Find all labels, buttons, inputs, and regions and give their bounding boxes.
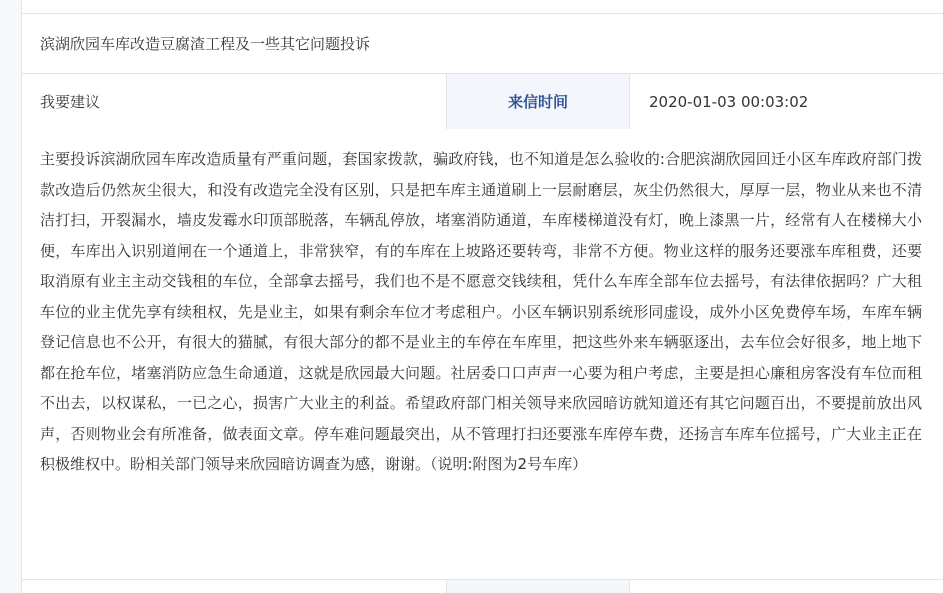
content-row [22, 129, 943, 580]
time-label: 来信时间 [446, 74, 630, 130]
title-row [22, 13, 943, 74]
letter-type: 我要建议 [40, 93, 101, 111]
letter-body: 主要投诉滨湖欣园车库改造质量有严重问题，套国家拨款，骗政府钱，也不知道是怎么验收的:合肥滨湖欣园回迁小区车库政府部门拨款改造后仍然灰尘很大，和没有改造完全没有区别，只是把车库主通道刷上一层耐磨层，灰尘仍然很大，厚厚一层，物业从来也不清洁打扫，开裂漏水，墙皮发霉水印顶部脱落，车辆乱停放，堵塞消防通道，车库楼梯道没有灯，晚上漆黑一片，经常有人在楼梯大小便，车库出入识别道闸在一个通道上，非常狭窄，有的车库在上坡路还要转弯，非常不方便。物业这样的服务还要涨车库租费，还要取消原有业主主动交钱租的车位，全部拿去摇号，我们也不是不愿意交钱续租，凭什么车库全部车位去摇号，有法律依据吗？广大租车位的业主优先享有续租权，先是业主，如果有剩余车位才考虑租户。小区车辆识别系统形同虚设，成外小区免费停车场，车库车辆登记信息也不公开，有很大的猫腻，有很大部分的都不是业主的车停在车库里，把这些外来车辆驱逐出，去车位会好很多，地上地下都在抢车位，堵塞消防应急生命通道，这就是欣园最大问题。社居委口口声声一心要为租户考虑，主要是担心廉租房客没有车位而租不出去，以权谋私，一已之心，损害广大业主的利益。希望政府部门相关领导来欣园暗访就知道还有其它问题百出，不要提前放出风声，否则物业会有所准备，做表面文章。停车难问题最突出，从不管理打扫还要涨车库停车费，还扬言车库车位摇号，广大业主正在积极维权中。盼相关部门领导来欣园暗访调查为感，谢谢。（说明:附图为2号车库） [40, 150, 922, 473]
time-value: 2020-01-03 00:03:02 [649, 93, 809, 111]
letter-title: 滨湖欣园车库改造豆腐渣工程及一些其它问题投诉 [40, 35, 371, 53]
next-row [22, 579, 943, 593]
left-label-column [0, 0, 22, 593]
next-label-cell [446, 580, 630, 593]
meta-row [22, 73, 943, 130]
